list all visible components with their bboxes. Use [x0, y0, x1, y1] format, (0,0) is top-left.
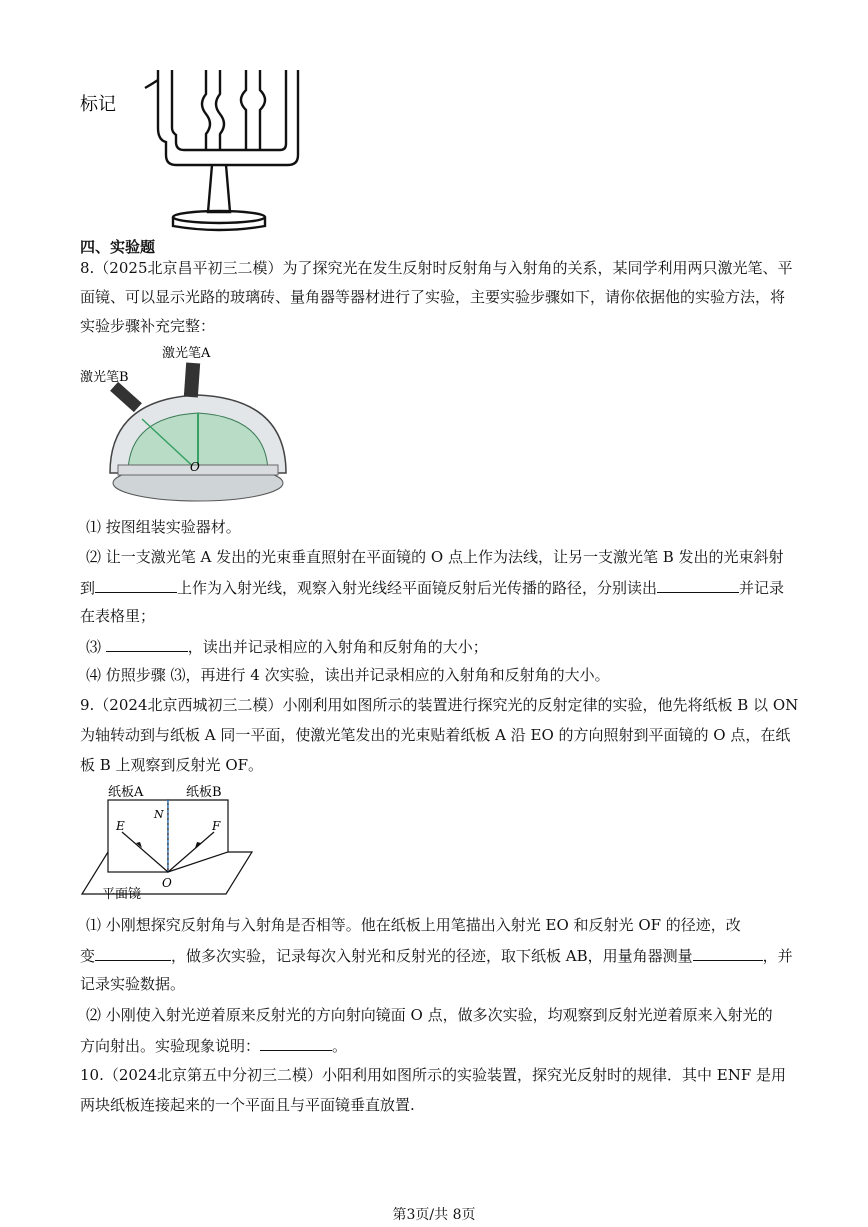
q9-line2: 为轴转动到与纸板 A 同一平面，使激光笔发出的光束贴着纸板 A 沿 EO 的方向照射到平面镜的 O 点，在纸 [80, 726, 791, 744]
answer-blank-3[interactable] [106, 637, 188, 652]
page-footer: 第3页/共 8页 [392, 1207, 476, 1223]
q9-paperboard-figure [80, 782, 260, 904]
q8-step3: ⑶ ，读出并记录相应的入射角和反射角的大小； [86, 638, 488, 656]
answer-blank-1[interactable] [95, 578, 177, 593]
q9-p1-a: ⑴ 小刚想探究反射角与入射角是否相等。他在纸板上用笔描出入射光 EO 和反射光 OF 的径迹，改 [86, 916, 741, 934]
f-label: F [212, 819, 221, 833]
q8-step2-b: 到 上作为入射光线，观察入射光线经平面镜反射后光传播的路径，分别读出 并记录 [80, 579, 785, 597]
q9-line3: 板 B 上观察到反射光 OF。 [80, 756, 264, 774]
mark-label: 标记 [80, 94, 116, 115]
mirror-label: 平面镜 [102, 887, 142, 902]
board-b-label: 纸板B [186, 785, 222, 800]
n-label: N [154, 808, 164, 821]
q8-protractor-figure [80, 343, 290, 508]
q9-p2-b: 方向射出。实验现象说明： 。 [80, 1037, 348, 1055]
q9-line1: 9.（2024北京西城初三二模）小刚利用如图所示的装置进行探究光的反射定律的实验，他先将纸板 B 以 ON [80, 696, 799, 714]
answer-blank-5[interactable] [693, 946, 763, 961]
section-heading: 四、实验题 [80, 238, 156, 256]
q8-step1: ⑴ 按图组装实验器材。 [86, 518, 241, 536]
answer-blank-2[interactable] [657, 578, 739, 593]
q8-line3: 实验步骤补充完整： [80, 317, 216, 335]
laser-a-label: 激光笔A [162, 346, 211, 361]
q10-line2: 两块纸板连接起来的一个平面且与平面镜垂直放置. [80, 1096, 415, 1114]
top-apparatus-figure [70, 60, 320, 238]
q8-line2: 面镜、可以显示光路的玻璃砖、量角器等器材进行了实验，主要实验步骤如下，请你依据他的实验方法，将 [80, 288, 786, 306]
q8-step4: ⑷ 仿照步骤 ⑶，再进行 4 次实验，读出并记录相应的入射角和反射角的大小。 [86, 666, 610, 684]
q9-p1-b: 变 ，做多次实验，记录每次入射光和反射光的径迹，取下纸板 AB，用量角器测量 ，并 [80, 947, 793, 965]
q9-p2-a: ⑵ 小刚使入射光逆着原来反射光的方向射向镜面 O 点，做多次实验，均观察到反射光逆着原来入射光的 [86, 1006, 773, 1024]
laser-b-label: 激光笔B [80, 370, 129, 385]
q10-line1: 10.（2024北京第五中分初三二模）小阳利用如图所示的实验装置，探究光反射时的规律．其中 ENF 是用 [80, 1066, 787, 1084]
q8-step2-c: 在表格里； [80, 607, 156, 625]
o-label: O [162, 876, 172, 890]
q8-step2-a: ⑵ 让一支激光笔 A 发出的光束垂直照射在平面镜的 O 点上作为法线，让另一支激光笔 B 发出的光束斜射 [86, 548, 784, 566]
q9-p1-c: 记录实验数据。 [80, 975, 186, 993]
e-label: E [116, 819, 125, 833]
board-a-label: 纸板A [108, 785, 144, 800]
point-o-label: O [190, 460, 200, 474]
q8-line1: 8.（2025北京昌平初三二模）为了探究光在发生反射时反射角与入射角的关系，某同学利用两只激光笔、平 [80, 259, 793, 277]
answer-blank-4[interactable] [95, 946, 171, 961]
answer-blank-6[interactable] [260, 1036, 332, 1051]
